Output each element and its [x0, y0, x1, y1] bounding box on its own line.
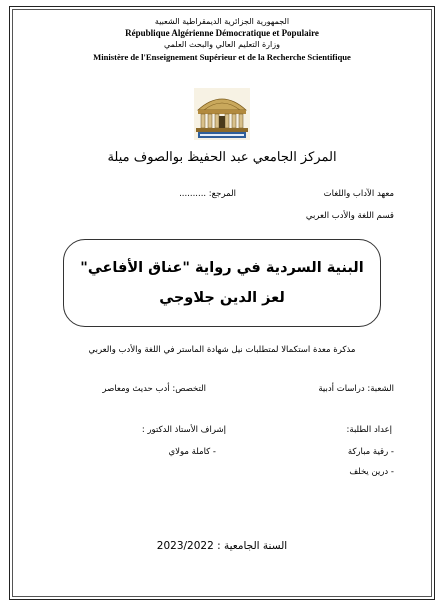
- university-logo-icon: [194, 88, 250, 140]
- ministry-french: Ministère de l'Enseignement Supérieur et de la Recherche Scientifique: [93, 52, 351, 62]
- thesis-title-line2: لعز الدين جلاوجي: [159, 290, 285, 306]
- student-name-1: - رقية مباركة: [347, 447, 394, 457]
- thesis-title-line1: البنية السردية في رواية "عناق الأفاعي": [80, 260, 364, 276]
- branch-field: الشعبة: دراسات أدبية: [318, 384, 394, 394]
- student-name-2: - درين يخلف: [349, 467, 394, 477]
- preparation-label: إعداد الطلبة:: [346, 425, 392, 435]
- academic-year: السنة الجامعية : 2023/2022: [156, 540, 288, 552]
- thesis-title-box: [63, 239, 381, 327]
- republic-french: République Algérienne Démocratique et Populaire: [125, 28, 319, 38]
- memo-statement: مذكرة معدة استكمالا لمتطلبات نيل شهادة الماستر في اللغة والأدب والعربي: [88, 345, 356, 355]
- republic-arabic: الجمهورية الجزائرية الديمقراطية الشعبية: [154, 17, 290, 26]
- institute-name: معهد الآداب واللغات: [323, 189, 394, 199]
- university-name: المركز الجامعي عبد الحفيظ بوالصوف ميلة: [107, 150, 337, 165]
- ministry-arabic: وزارة التعليم العالي والبحث العلمي: [164, 40, 280, 49]
- department-name: قسم اللغة والأدب العربي: [305, 211, 394, 221]
- supervision-label: إشراف الأستاذ الدكتور :: [141, 425, 226, 435]
- supervisor-name: - كاملة مولاي: [168, 447, 216, 457]
- specialty-field: التخصص: أدب حديث ومعاصر: [102, 384, 206, 394]
- reference-field: المرجع: ..........: [179, 189, 236, 199]
